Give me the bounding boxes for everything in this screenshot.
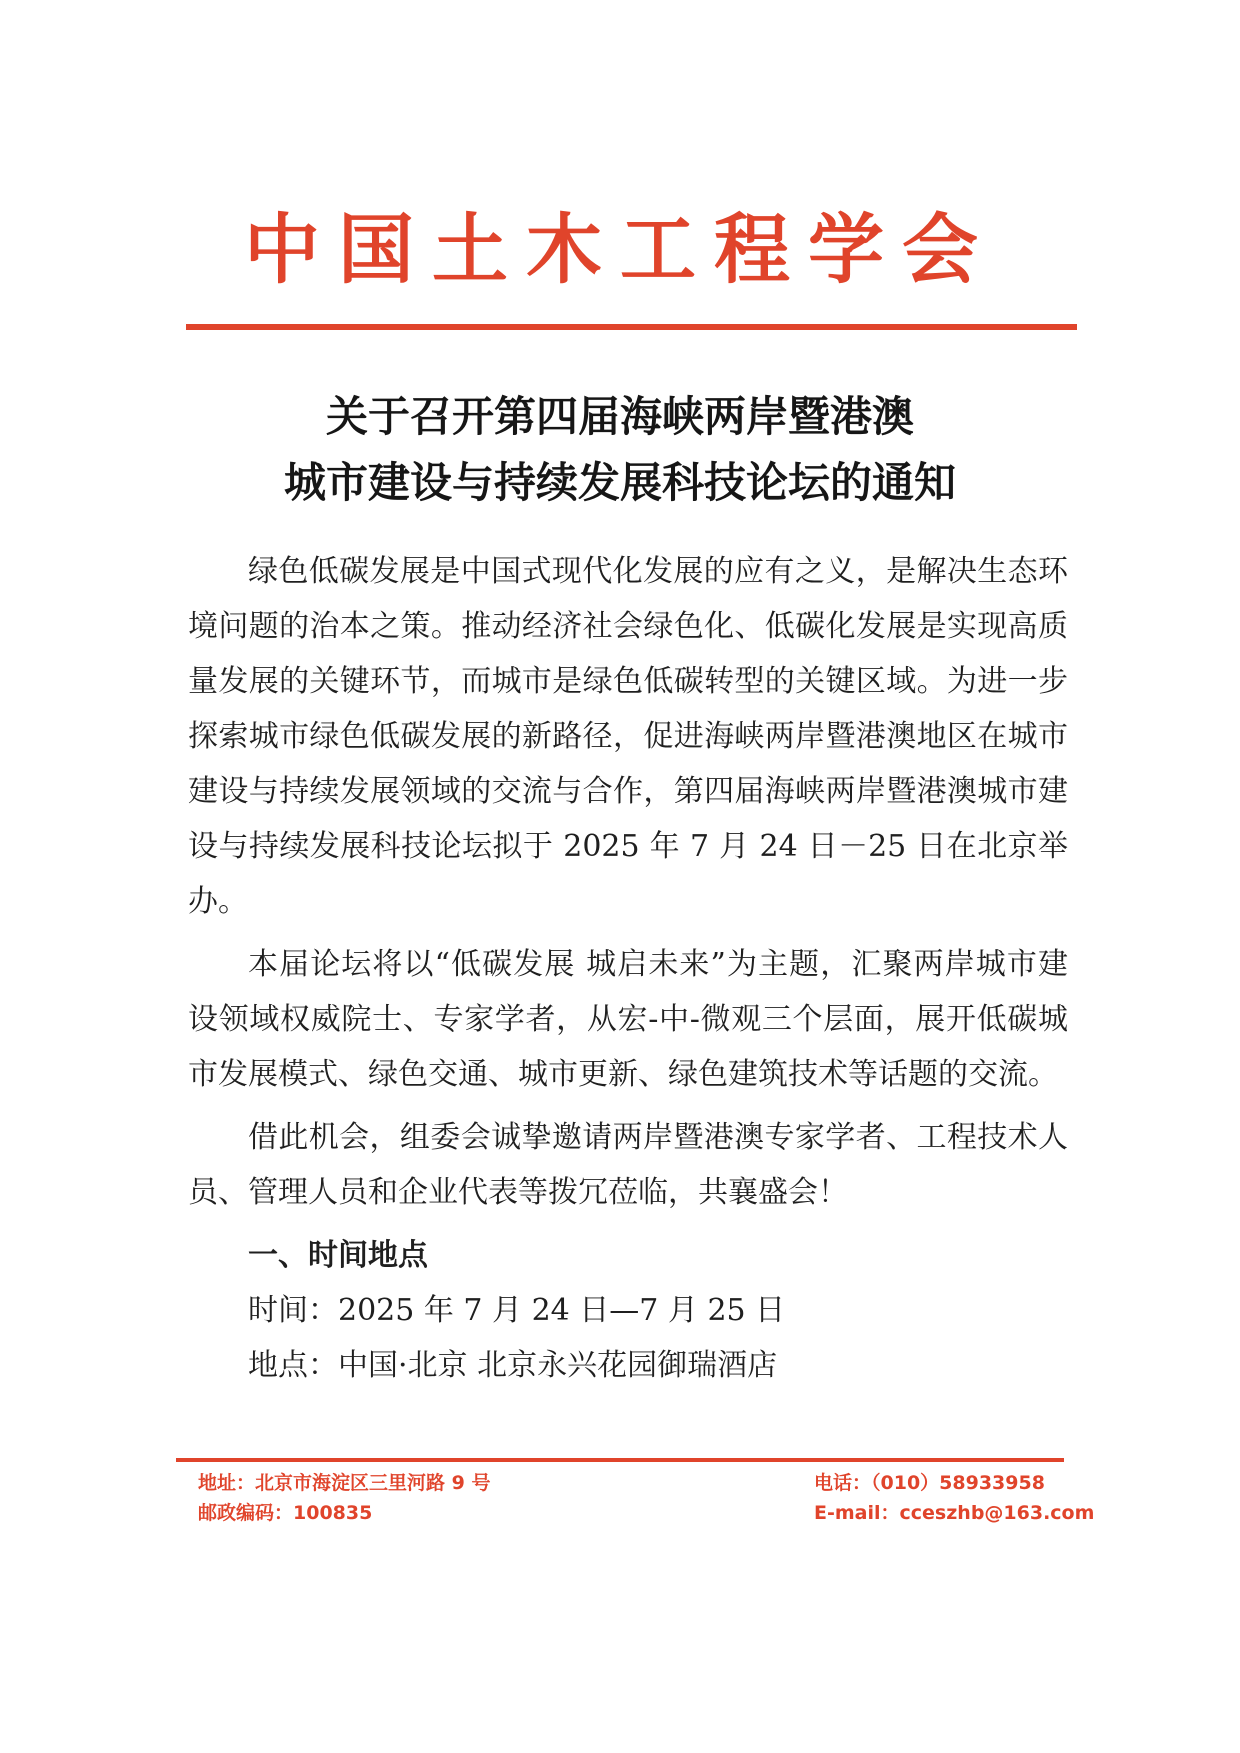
- title-line-1: 关于召开第四届海峡两岸暨港澳: [325, 392, 914, 441]
- event-time: 时间：2025 年 7 月 24 日—7 月 25 日: [248, 1293, 786, 1328]
- body-paragraph-3: 借此机会，组委会诚挚邀请两岸暨港澳专家学者、工程技术人员、管理人员和企业代表等拨冗莅临，共襄盛会！: [188, 1120, 1068, 1210]
- footer-phone: 电话：（010）58933958: [814, 1472, 1045, 1494]
- footer-postcode: 邮政编码：100835: [198, 1502, 373, 1524]
- body-paragraph-1: 绿色低碳发展是中国式现代化发展的应有之义，是解决生态环境问题的治本之策。推动经济社会绿色化、低碳化发展是实现高质量发展的关键环节，而城市是绿色低碳转型的关键区域。为进一步探索城市绿色低碳发展的新路径，促进海峡两岸暨港澳地区在城市建设与持续发展领域的交流与合作，第四届海峡两岸暨港澳城市建设与持续发展科技论坛拟于 2025 年 7 月 24 日－25 日在北京举办。: [188, 554, 1068, 919]
- document-title: [0, 384, 1240, 516]
- body-paragraph-2: 本届论坛将以“低碳发展 城启未来”为主题，汇聚两岸城市建设领域权威院士、专家学者，从宏-中-微观三个层面，展开低碳城市发展模式、绿色交通、城市更新、绿色建筑技术等话题的交流。: [188, 947, 1068, 1092]
- letterhead-divider: [186, 324, 1077, 330]
- title-line-2: 城市建设与持续发展科技论坛的通知: [283, 458, 956, 507]
- section-heading-time-place: 一、时间地点: [248, 1238, 428, 1273]
- footer-address: 地址：北京市海淀区三里河路 9 号: [198, 1472, 491, 1494]
- footer-divider: [176, 1458, 1064, 1462]
- footer-email: E-mail：cceszhb@163.com: [814, 1502, 1095, 1524]
- event-place: 地点：中国·北京 北京永兴花园御瑞酒店: [248, 1348, 778, 1383]
- document-body: [188, 544, 1068, 1393]
- footer-right-block: [814, 1468, 1094, 1528]
- footer-left-block: [198, 1468, 490, 1528]
- organization-letterhead-title: 中国土木工程学会: [244, 205, 996, 294]
